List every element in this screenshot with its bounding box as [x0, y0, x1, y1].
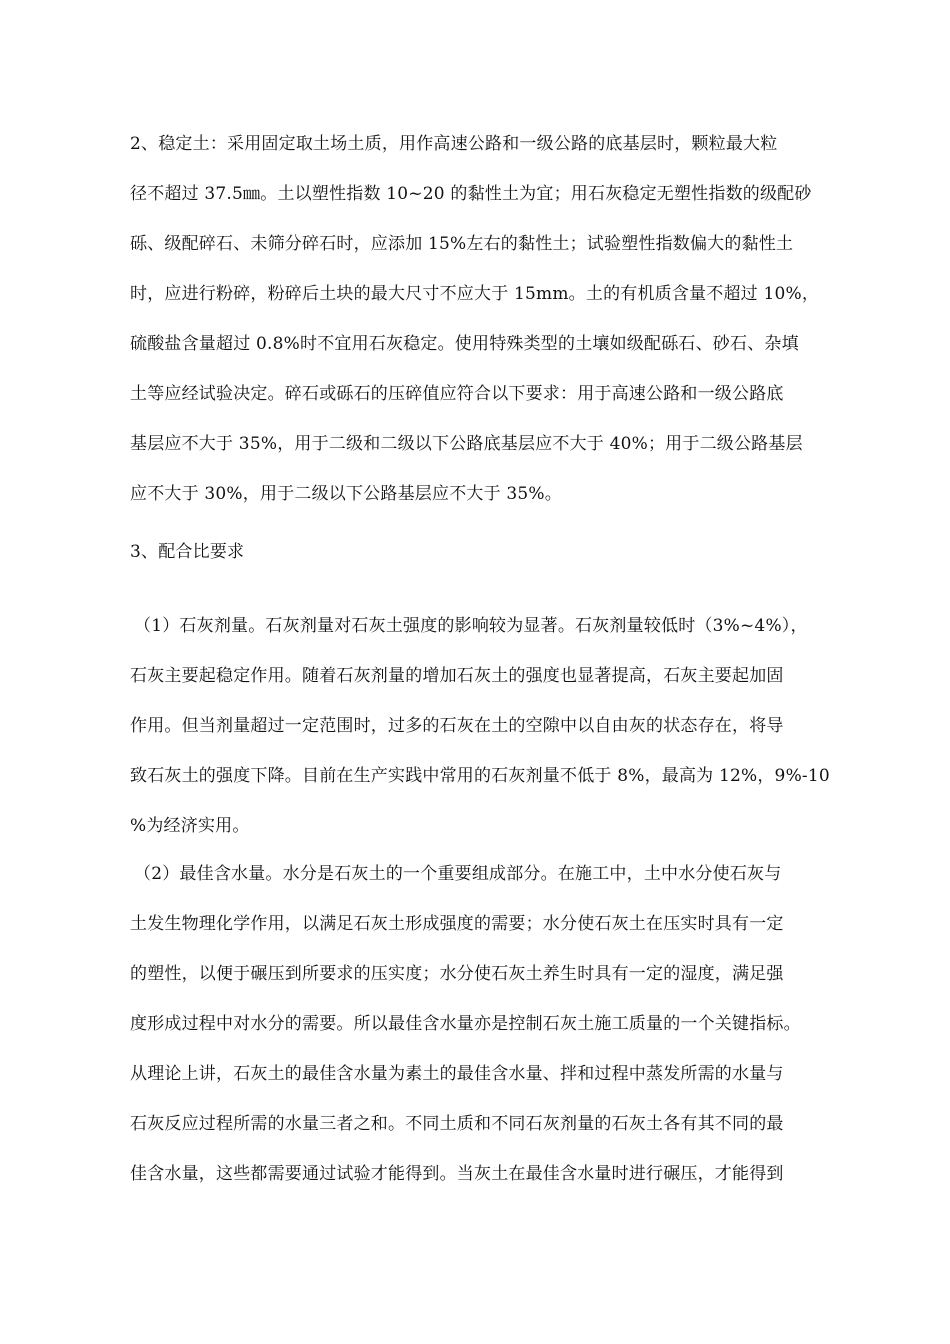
para2-line: 土发生物理化学作用，以满足石灰土形成强度的需要；水分使石灰土在压实时具有一定 — [130, 914, 784, 934]
section2-line: 砾、级配碎石、未筛分碎石时，应添加 15%左右的黏性土；试验塑性指数偏大的黏性土 — [130, 234, 794, 254]
section2-line: 2、稳定土：采用固定取土场土质，用作高速公路和一级公路的底基层时，颗粒最大粒 — [130, 134, 778, 154]
section2-line: 基层应不大于 35%，用于二级和二级以下公路底基层应不大于 40%；用于二级公路基层 — [130, 434, 803, 454]
para2-line: 佳含水量，这些都需要通过试验才能得到。当灰土在最佳含水量时进行碾压，才能得到 — [130, 1164, 784, 1184]
para2-line: 从理论上讲，石灰土的最佳含水量为素土的最佳含水量、拌和过程中蒸发所需的水量与 — [130, 1064, 784, 1084]
para2-line: （2）最佳含水量。水分是石灰土的一个重要组成部分。在施工中，土中水分使石灰与 — [134, 864, 782, 884]
section2-line: 时，应进行粉碎，粉碎后土块的最大尺寸不应大于 15mm。土的有机质含量不超过 10%， — [130, 284, 820, 304]
para1-line: （1）石灰剂量。石灰剂量对石灰土强度的影响较为显著。石灰剂量较低时（3%~4%）， — [134, 616, 808, 636]
section2-line: 径不超过 37.5㎜。土以塑性指数 10~20 的黏性土为宜；用石灰稳定无塑性指数的级配砂 — [130, 184, 812, 204]
section3-heading: 3、配合比要求 — [130, 542, 245, 562]
section2-line: 硫酸盐含量超过 0.8%时不宜用石灰稳定。使用特殊类型的土壤如级配砾石、砂石、杂填 — [130, 334, 799, 354]
para1-line: %为经济实用。 — [130, 816, 250, 836]
section2-line: 应不大于 30%，用于二级以下公路基层应不大于 35%。 — [130, 484, 562, 504]
para1-line: 作用。但当剂量超过一定范围时，过多的石灰在土的空隙中以自由灰的状态存在，将导 — [130, 716, 784, 736]
para1-line: 石灰主要起稳定作用。随着石灰剂量的增加石灰土的强度也显著提高，石灰主要起加固 — [130, 666, 784, 686]
para1-line: 致石灰土的强度下降。目前在生产实践中常用的石灰剂量不低于 8%，最高为 12%，9%-10 — [130, 766, 830, 786]
para2-line: 度形成过程中对水分的需要。所以最佳含水量亦是控制石灰土施工质量的一个关键指标。 — [130, 1014, 801, 1034]
section2-line: 土等应经试验决定。碎石或砾石的压碎值应符合以下要求：用于高速公路和一级公路底 — [130, 384, 784, 404]
para2-line: 石灰反应过程所需的水量三者之和。不同土质和不同石灰剂量的石灰土各有其不同的最 — [130, 1114, 784, 1134]
para2-line: 的塑性，以便于碾压到所要求的压实度；水分使石灰土养生时具有一定的湿度，满足强 — [130, 964, 784, 984]
